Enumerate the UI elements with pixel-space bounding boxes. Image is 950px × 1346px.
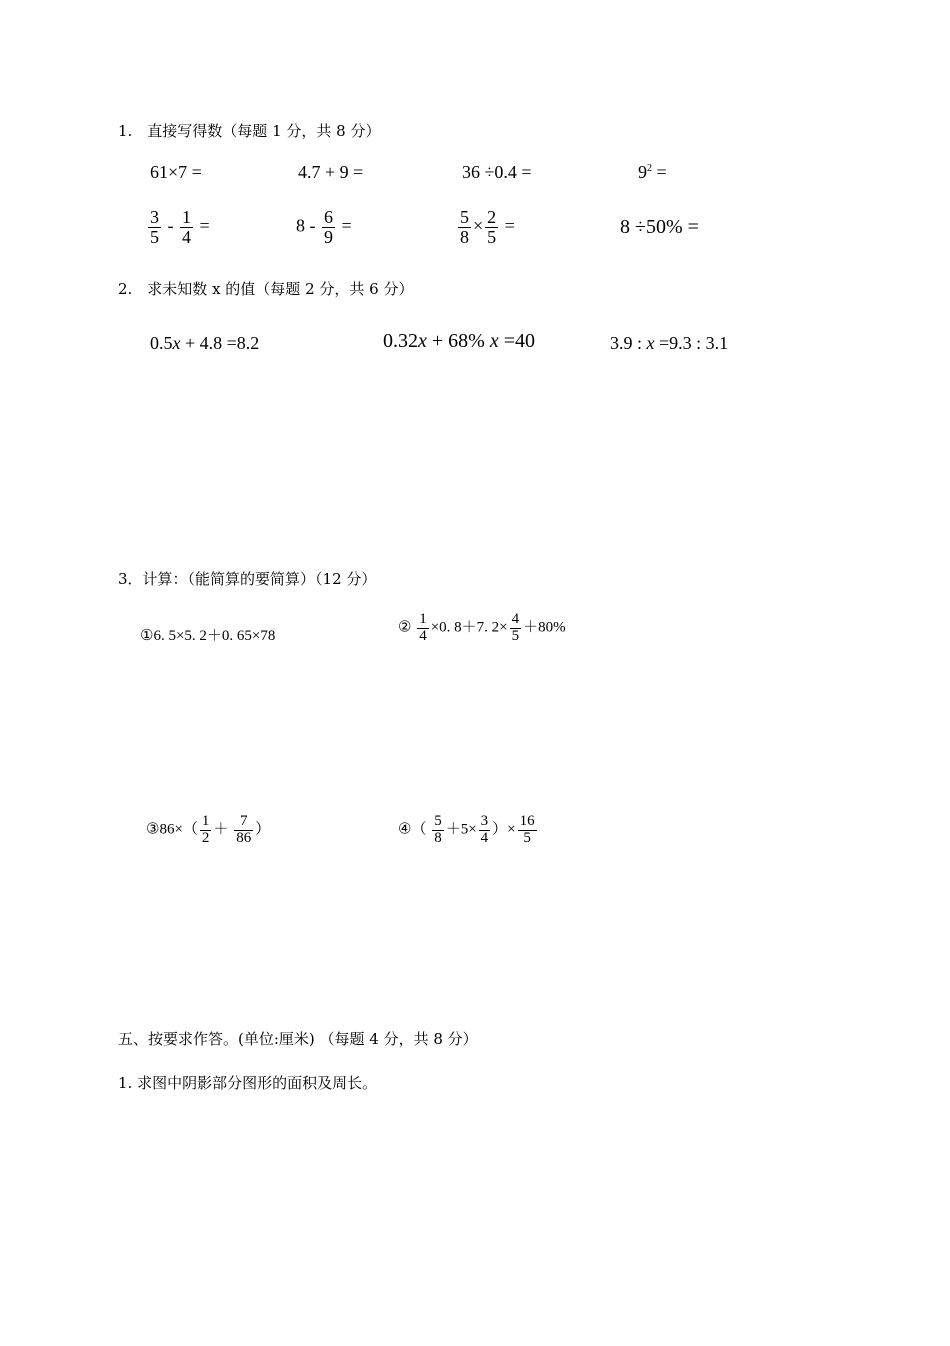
fraction: $\frac{3}{5}$	[150, 207, 159, 247]
q2-e2: 0.32x + 68% x =40	[383, 330, 536, 352]
q1-a2: 4.7 + 9 =	[298, 162, 364, 182]
fraction: $\frac{1}{4}$	[419, 611, 427, 644]
q1-heading: 1. 直接写得数（每题 1 分，共 8 分）	[118, 122, 381, 140]
q3-p4: ④（ $\frac{5}{8}$ ＋5× $\frac{3}{4}$ ）× $\frac{16}{5}$	[398, 813, 535, 846]
q2-e1: 0.5x + 4.8 =8.2	[150, 333, 260, 353]
q3-p3: ③86×（ $\frac{1}{2}$ ＋ $\frac{7}{86}$ ）	[146, 813, 271, 846]
q1-b2: 8 - $\frac{6}{9}$ =	[296, 207, 352, 247]
q1-a4-exp: 2	[647, 163, 652, 174]
q2-e3: 3.9 : x =9.3 : 3.1	[610, 333, 729, 353]
q1-a1: 61×7 =	[150, 162, 202, 182]
q2-heading: 2. 求未知数 x 的值（每题 2 分，共 6 分）	[118, 280, 414, 298]
q1-b4: 8 ÷50% =	[620, 216, 699, 238]
fraction: $\frac{1}{2}$	[201, 813, 210, 846]
fraction: $\frac{7}{86}$	[236, 813, 252, 846]
fraction: $\frac{2}{5}$	[487, 207, 497, 247]
fraction: $\frac{16}{5}$	[519, 813, 535, 846]
q3-p1: ①6. 5×5. 2＋0. 65×78	[140, 628, 276, 644]
fraction: $\frac{5}{8}$	[434, 813, 442, 846]
fraction: $\frac{5}{8}$	[460, 207, 469, 247]
fraction: $\frac{3}{4}$	[480, 813, 489, 846]
q3-heading: 3．计算：（能简算的要简算）（12 分）	[118, 570, 377, 588]
fraction: $\frac{6}{9}$	[324, 207, 333, 247]
q1-a3: 36 ÷0.4 =	[462, 162, 532, 182]
q1-a4-base: 9	[638, 162, 647, 182]
q1-b1: $\frac{3}{5}$ - $\frac{1}{4}$ =	[150, 207, 210, 247]
fraction: $\frac{4}{5}$	[511, 611, 520, 644]
q3-p2: ② $\frac{1}{4}$ ×0. 8＋7. 2× $\frac{4}{5}$ ＋80%	[398, 611, 566, 644]
q1-a4-eq: =	[652, 162, 667, 182]
s5-heading: 五、按要求作答。(单位:厘米) （每题 4 分，共 8 分）	[118, 1030, 478, 1048]
q1-b3: $\frac{5}{8}$ × $\frac{2}{5}$ =	[460, 207, 515, 247]
s5-item1: 1. 求图中阴影部分图形的面积及周长。	[118, 1074, 378, 1092]
fraction: $\frac{1}{4}$	[182, 207, 191, 247]
q1-a4	[638, 162, 667, 183]
